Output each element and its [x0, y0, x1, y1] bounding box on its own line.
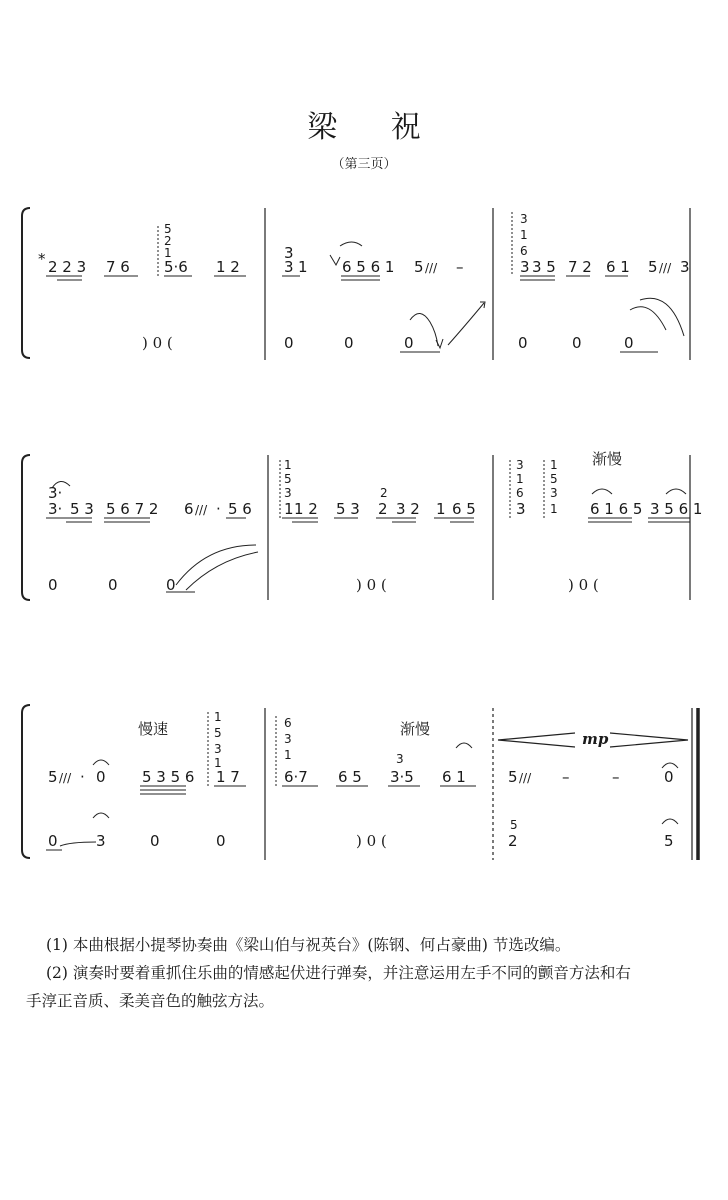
s1m3-group1: 3 5 — [532, 258, 556, 276]
s2m1-dot: · — [216, 500, 221, 518]
s2m1-chord-bottom: 3· — [48, 500, 63, 518]
s3m3-lower-chord-bottom: 2 — [508, 832, 518, 850]
s1m2-lower-1: 0 — [284, 334, 294, 352]
s1m2-group3: 5 — [414, 258, 424, 276]
s1m3-group3: 6 1 — [606, 258, 630, 276]
s1m1-chord-3: 1 — [164, 246, 172, 260]
s1m3-chord-2: 1 — [520, 228, 528, 242]
s1m3-lower-1: 0 — [518, 334, 528, 352]
tremolo-mark: /// — [425, 261, 438, 275]
s2m2-group3b: 3 2 — [396, 500, 420, 518]
s2m1-group4: 5 6 — [228, 500, 252, 518]
footnote-3: 手淳正音质、柔美音色的触弦方法。 — [26, 992, 275, 1010]
s1m3-chord-1: 3 — [520, 212, 528, 226]
s1m3-group5: 3 — [680, 258, 690, 276]
tremolo-mark: /// — [519, 771, 532, 785]
dynamic-marking: mp — [582, 730, 609, 748]
s2m2-group4: 1 — [436, 500, 446, 518]
s2m2-grace: 2 — [380, 486, 388, 500]
s3m2-rest: ) 0 ( — [356, 832, 387, 850]
s2m1-group3: 6 — [184, 500, 194, 518]
s2m1-group2: 5 6 7 2 — [106, 500, 159, 518]
s2m2-group3: 2 — [378, 500, 388, 518]
s1m2-lower-3: 0 — [404, 334, 414, 352]
s3m2-chord-2: 3 — [284, 732, 292, 746]
s3m1-lower-2: 3 — [96, 832, 106, 850]
s1m1-group4: 1 2 — [216, 258, 240, 276]
s1m3-chord-4: 3 — [520, 258, 530, 276]
s2m3-chordB-4: 1 — [550, 502, 558, 516]
s3m1-chord-2: 5 — [214, 726, 222, 740]
s1m3-group2: 7 2 — [568, 258, 592, 276]
s1m3-lower-3: 0 — [624, 334, 634, 352]
s2m1-lower-2: 0 — [108, 576, 118, 594]
s3m2-chord-3: 1 — [284, 748, 292, 762]
s3m2-group2: 6 5 — [338, 768, 362, 786]
page-title: 梁 祝 — [307, 110, 443, 145]
s1m2-group1: 1 — [298, 258, 308, 276]
s1m1-chord-1: 5 — [164, 222, 172, 236]
grace-mark: * — [38, 250, 46, 268]
s2m2-rest: ) 0 ( — [356, 576, 387, 594]
s2m2-group1: 1 2 — [294, 500, 318, 518]
s1m1-group1: 2 2 3 — [48, 258, 87, 276]
tempo-marking: 渐慢 — [400, 720, 431, 738]
s2m3-rest: ) 0 ( — [568, 576, 599, 594]
s3m3-dash2: – — [612, 768, 620, 786]
tremolo-mark: /// — [195, 503, 208, 517]
s1m2-lower-2: 0 — [344, 334, 354, 352]
s3m1-lower-3: 0 — [150, 832, 160, 850]
s3m1-lower-1: 0 — [48, 832, 58, 850]
footnote-2: (2) 演奏时要着重抓住乐曲的情感起伏进行弹奏，并注意运用左手不同的颤音方法和右 — [46, 964, 631, 982]
s3m1-group0: 5 — [48, 768, 58, 786]
s2m2-group4b: 6 5 — [452, 500, 476, 518]
s3m3-lower-end: 5 — [664, 832, 674, 850]
tempo-marking: 渐慢 — [592, 450, 623, 468]
s3m1-chord-1: 1 — [214, 710, 222, 724]
s2m1-chord-top: 3· — [48, 484, 63, 502]
tremolo-mark: /// — [659, 261, 672, 275]
s3m2-group3: 3·5 — [390, 768, 414, 786]
s2m2-chord-2: 5 — [284, 472, 292, 486]
tempo-marking: 慢速 — [138, 720, 169, 738]
s1m2-group2: 6 5 6 1 — [342, 258, 395, 276]
footnote-1: (1) 本曲根据小提琴协奏曲《梁山伯与祝英台》(陈钢、何占豪曲) 节选改编。 — [46, 936, 571, 954]
s1m1-group3: 5·6 — [164, 258, 188, 276]
s2m1-lower-1: 0 — [48, 576, 58, 594]
s2m3-group2: 3 5 6 1 — [650, 500, 703, 518]
s1m3-group4: 5 — [648, 258, 658, 276]
s1m1-group2: 7 6 — [106, 258, 130, 276]
s2m3-chordA-1: 3 — [516, 458, 524, 472]
s3m1-group1: 0 — [96, 768, 106, 786]
s1m2-chord-bottom: 3 — [284, 258, 294, 276]
s1m2-dash: – — [456, 258, 464, 276]
s1m1-chord-2: 2 — [164, 234, 172, 248]
s1m3-chord-3: 6 — [520, 244, 528, 258]
s3m2-chord-1: 6 — [284, 716, 292, 730]
s3m3-group1: 5 — [508, 768, 518, 786]
s3m1-chord-3: 3 — [214, 742, 222, 756]
s3m3-lower-chord-top: 5 — [510, 818, 518, 832]
s2m3-chordA-2: 1 — [516, 472, 524, 486]
s1m3-lower-2: 0 — [572, 334, 582, 352]
page-subtitle: （第三页） — [331, 157, 397, 172]
s3m1-group3: 1 7 — [216, 768, 240, 786]
s3m1-dot: · — [80, 768, 85, 786]
s2m2-chord-3: 3 — [284, 486, 292, 500]
s1m1-rest: ) 0 ( — [142, 334, 173, 352]
s2m3-chordA-4: 3 — [516, 500, 526, 518]
s2m3-chordB-2: 5 — [550, 472, 558, 486]
s3m3-group2: 0 — [664, 768, 674, 786]
s2m1-lower-3: 0 — [166, 576, 176, 594]
s2m2-chord-4: 1 — [284, 500, 294, 518]
s3m2-grace: 3 — [396, 752, 404, 766]
s2m3-chordB-3: 3 — [550, 486, 558, 500]
s3m1-lower-4: 0 — [216, 832, 226, 850]
s3m2-group4: 6 1 — [442, 768, 466, 786]
s3m1-chord-4: 1 — [214, 756, 222, 770]
s2m3-chordB-1: 1 — [550, 458, 558, 472]
s2m3-chordA-3: 6 — [516, 486, 524, 500]
tremolo-mark: /// — [59, 771, 72, 785]
s3m3-dash1: – — [562, 768, 570, 786]
s3m1-group2: 5 3 5 6 — [142, 768, 195, 786]
s3m2-group1: 6·7 — [284, 768, 308, 786]
s2m1-group1: 5 3 — [70, 500, 94, 518]
s2m2-chord-1: 1 — [284, 458, 292, 472]
s2m3-group1: 6 1 6 5 — [590, 500, 643, 518]
s1m2-chord-top: 3 — [284, 244, 294, 262]
s2m2-group2: 5 3 — [336, 500, 360, 518]
